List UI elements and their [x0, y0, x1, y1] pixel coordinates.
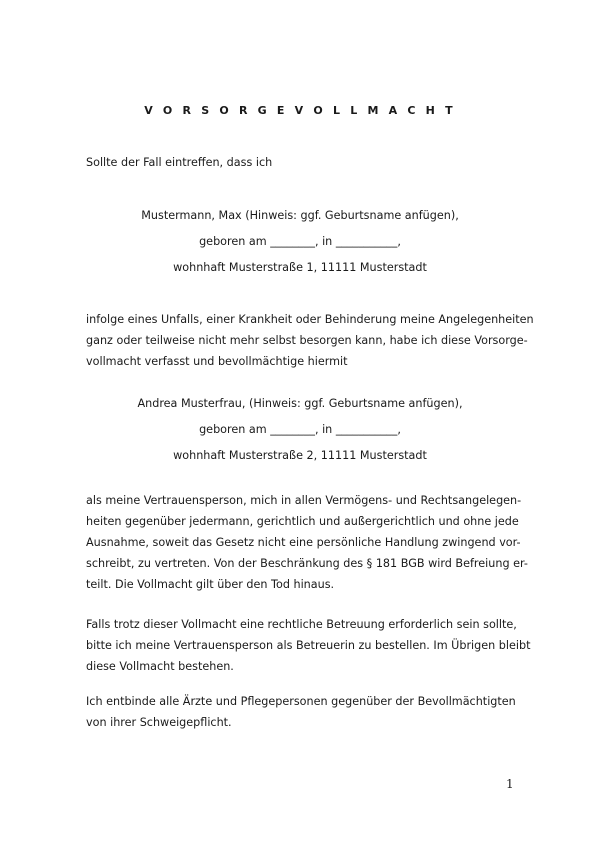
- paragraph-line: ganz oder teilweise nicht mehr selbst besorgen kann, habe ich diese Vorsorge-: [86, 334, 528, 347]
- paragraph-line: vollmacht verfasst und bevollmächtige hiermit: [86, 355, 348, 368]
- paragraph-authority: [86, 490, 528, 595]
- paragraph-incapacity: [86, 309, 534, 372]
- paragraph-line: diese Vollmacht bestehen.: [86, 660, 234, 673]
- principal-address: wohnhaft Musterstraße 1, 11111 Musterstadt: [173, 261, 427, 274]
- document-title: V O R S O R G E V O L L M A C H T: [144, 104, 456, 117]
- paragraph-line: Ich entbinde alle Ärzte und Pflegepersonen gegenüber der Bevollmächtigten: [86, 695, 516, 708]
- agent-address: wohnhaft Musterstraße 2, 11111 Musterstadt: [173, 449, 427, 462]
- paragraph-line: schreibt, zu vertreten. Von der Beschränkung des § 181 BGB wird Befreiung er-: [86, 557, 528, 570]
- paragraph-line: von ihrer Schweigepflicht.: [86, 716, 232, 729]
- agent-birth: geboren am ________, in ___________,: [199, 423, 401, 436]
- page-number: 1: [506, 777, 514, 791]
- paragraph-line: teilt. Die Vollmacht gilt über den Tod hinaus.: [86, 578, 335, 591]
- agent-name: Andrea Musterfrau, (Hinweis: ggf. Geburtsname anfügen),: [137, 397, 463, 410]
- paragraph-line: Falls trotz dieser Vollmacht eine rechtliche Betreuung erforderlich sein sollte,: [86, 618, 517, 631]
- paragraph-line: heiten gegenüber jedermann, gerichtlich und außergerichtlich und ohne jede: [86, 515, 519, 528]
- paragraph-confidentiality: [86, 691, 514, 733]
- principal-birth: geboren am ________, in ___________,: [199, 235, 401, 248]
- paragraph-guardianship: [86, 614, 531, 677]
- principal-name: Mustermann, Max (Hinweis: ggf. Geburtsname anfügen),: [141, 209, 459, 222]
- paragraph-line: bitte ich meine Vertrauensperson als Betreuerin zu bestellen. Im Übrigen bleibt: [86, 639, 531, 652]
- paragraph-line: infolge eines Unfalls, einer Krankheit oder Behinderung meine Angelegenheiten: [86, 313, 534, 326]
- paragraph-line: Ausnahme, soweit das Gesetz nicht eine persönliche Handlung zwingend vor-: [86, 536, 521, 549]
- paragraph-line: als meine Vertrauensperson, mich in allen Vermögens- und Rechtsangelegen-: [86, 494, 522, 507]
- intro-text: Sollte der Fall eintreffen, dass ich: [86, 156, 273, 169]
